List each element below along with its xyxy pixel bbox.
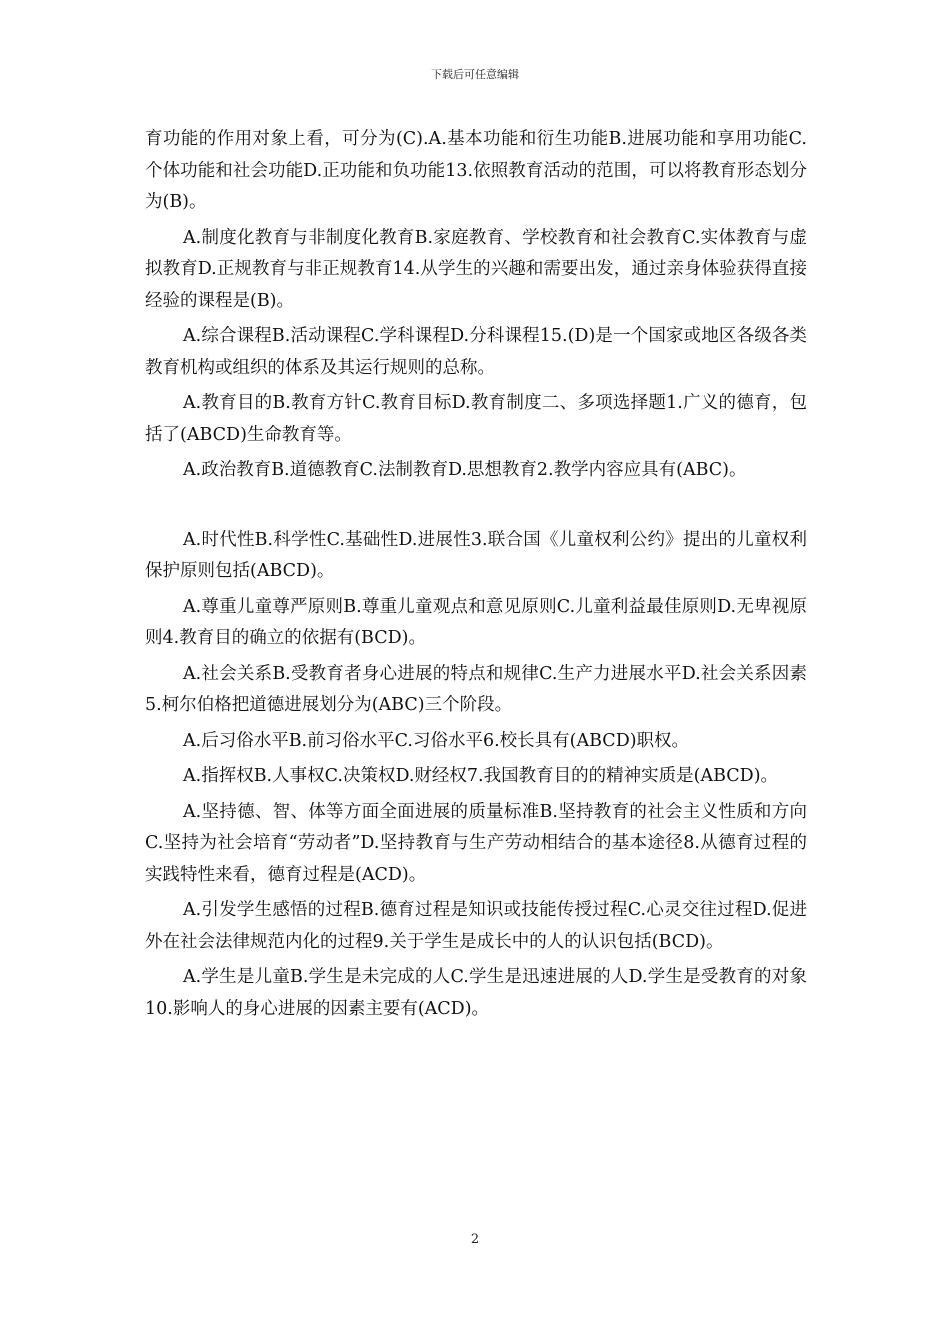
paragraph: A.尊重儿童尊严原则B.尊重儿童观点和意见原则C.儿童利益最佳原则D.无卑视原则4.教育目的确立的依据有(BCD)。 [145, 596, 807, 648]
paragraph: 育功能的作用对象上看，可分为(C).A.基本功能和衍生功能B.进展功能和享用功能C.个体功能和社会功能D.正功能和负功能13.依照教育活动的范围，可以将教育形态划分为(B)。 [145, 129, 807, 212]
page-number: 2 [470, 1232, 480, 1247]
paragraph: A.学生是儿童B.学生是未完成的人C.学生是迅速进展的人D.学生是受教育的对象10.影响人的身心进展的因素主要有(ACD)。 [145, 967, 807, 1019]
paragraph: A.综合课程B.活动课程C.学科课程D.分科课程15.(D)是一个国家或地区各级各类教育机构或组织的体系及其运行规则的总称。 [145, 326, 807, 378]
body-text [145, 124, 807, 1029]
paragraph: A.时代性B.科学性C.基础性D.进展性3.联合国《儿童权利公约》提出的儿童权利保护原则包括(ABCD)。 [145, 529, 807, 581]
blank-gap [145, 491, 807, 525]
header-note: 下载后可任意编辑 [431, 68, 519, 81]
paragraph: A.后习俗水平B.前习俗水平C.习俗水平6.校长具有(ABCD)职权。 [183, 730, 690, 751]
paragraph: A.制度化教育与非制度化教育B.家庭教育、学校教育和社会教育C.实体教育与虚拟教育D.正规教育与非正规教育14.从学生的兴趣和需要出发，通过亲身体验获得直接经验的课程是(B)。 [145, 227, 807, 311]
paragraph: A.政治教育B.道德教育C.法制教育D.思想教育2.教学内容应具有(ABC)。 [183, 460, 747, 480]
paragraph: A.社会关系B.受教育者身心进展的特点和规律C.生产力进展水平D.社会关系因素5.柯尔伯格把道德进展划分为(ABC)三个阶段。 [145, 663, 807, 715]
paragraph: A.教育目的B.教育方针C.教育目标D.教育制度二、多项选择题1.广义的德育，包括了(ABCD)生命教育等。 [145, 393, 807, 445]
paragraph: A.引发学生感悟的过程B.德育过程是知识或技能传授过程C.心灵交往过程D.促进外在社会法律规范内化的过程9.关于学生是成长中的人的认识包括(BCD)。 [145, 900, 807, 952]
paragraph: A.坚持德、智、体等方面全面进展的质量标准B.坚持教育的社会主义性质和方向C.坚持为社会培育“劳动者”D.坚持教育与生产劳动相结合的基本途径8.从德育过程的实践特性来看，德育过程是(ACD)。 [145, 801, 807, 885]
paragraph: A.指挥权B.人事权C.决策权D.财经权7.我国教育目的的精神实质是(ABCD)。 [183, 766, 779, 786]
